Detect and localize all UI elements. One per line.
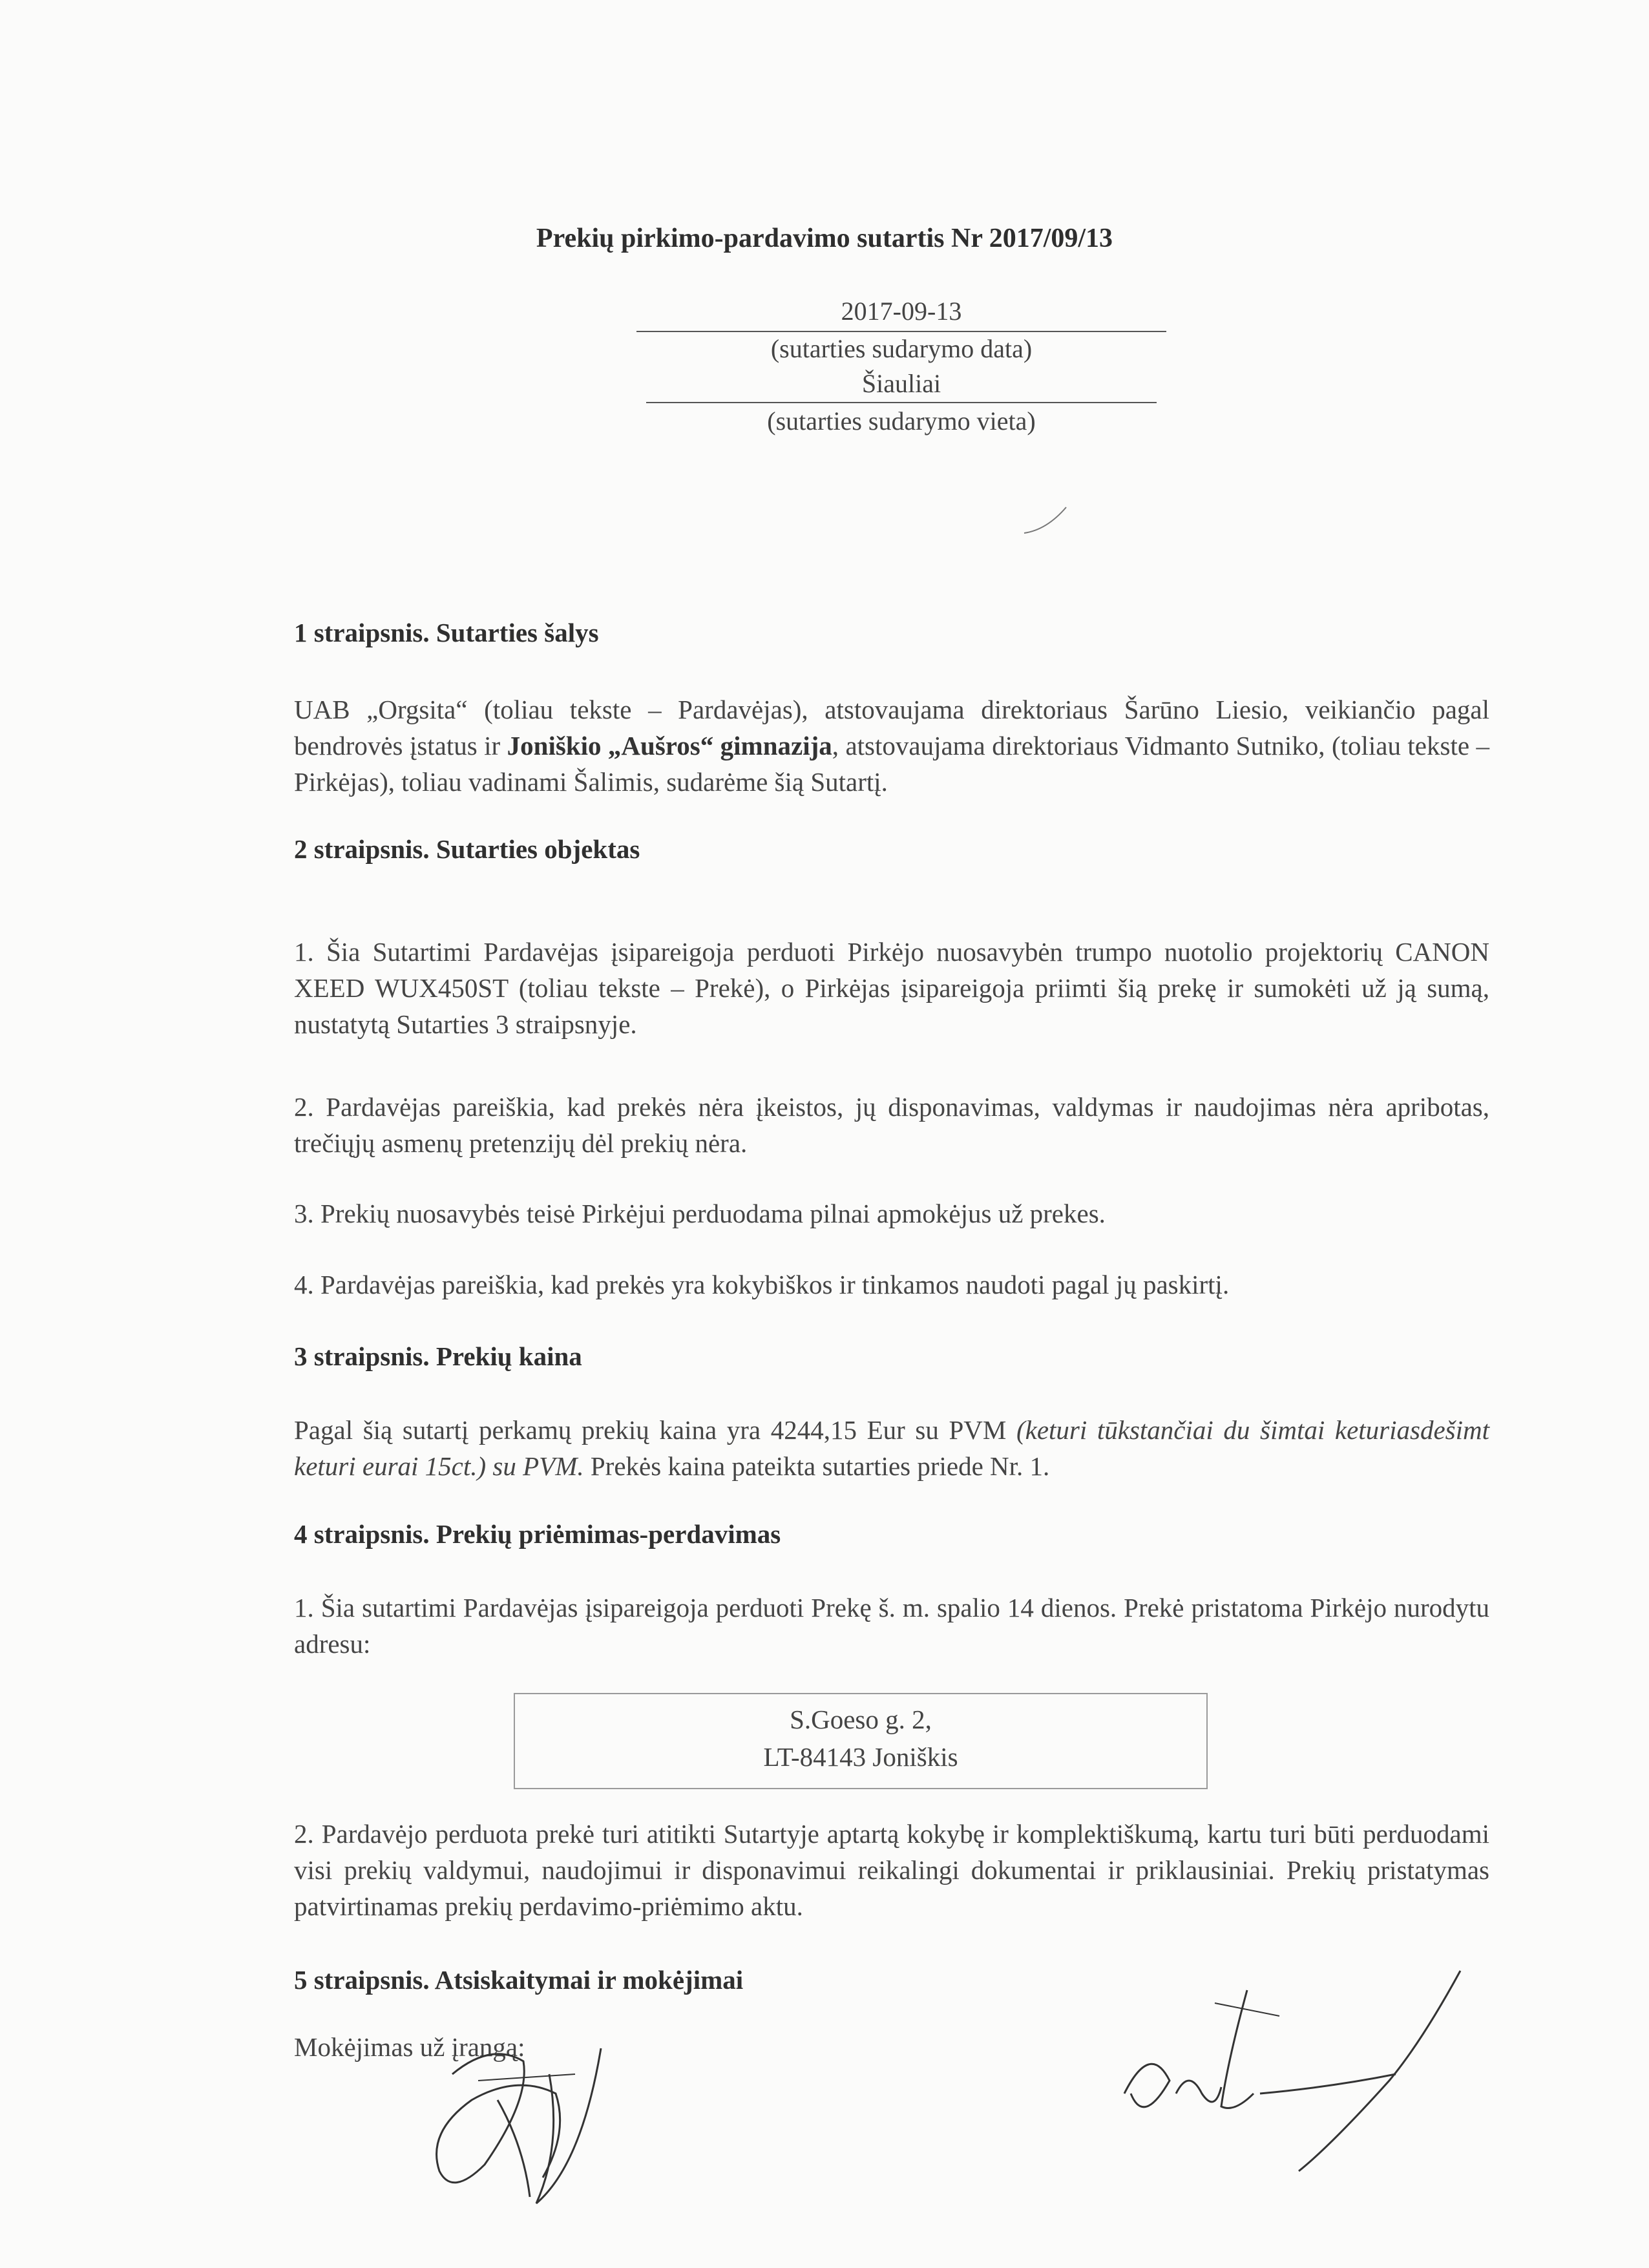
document-title: Prekių pirkimo-pardavimo sutartis Nr 2017/09/13 xyxy=(536,224,1113,253)
address-line-2: LT-84143 Joniškis xyxy=(763,1742,958,1772)
seller-signature xyxy=(1086,1964,1499,2184)
article2-item-3: 3. Prekių nuosavybės teisė Pirkėjui perduodama pilnai apmokėjus už prekes. xyxy=(294,1199,1106,1228)
article4-item-1: 1. Šia sutartimi Pardavėjas įsipareigoja perduoti Prekę š. m. spalio 14 dienos. Prekė pristatoma Pirkėjo nurodytu adresu: xyxy=(294,1593,1489,1659)
article1-text-b: , atstovaujama direktoriaus Vidmanto Sutniko, (toliau tekste – Pirkėjas), toliau vadinami Šalimis, sudarėme šią Sutartį. xyxy=(294,731,1489,797)
date-underline xyxy=(636,331,1166,332)
article2-item-4: 4. Pardavėjas pareiškia, kad prekės yra kokybiškos ir tinkamos naudoti pagal jų paskirtį. xyxy=(294,1270,1230,1299)
article4-item-2: 2. Pardavėjo perduota prekė turi atitikti Sutartyje aptartą kokybę ir komplektiškumą, kartu turi būti perduodami visi prekių valdymui, naudojimui ir disponavimui reikalingi dokumentai ir priklausiniai. Prekių pristatymas patvirtinamas prekių perdavimo-priėmimo aktu. xyxy=(294,1819,1489,1921)
article5-text: Mokėjimas už įrangą: xyxy=(294,2032,525,2062)
contract-date-caption: (sutarties sudarymo data) xyxy=(770,334,1033,363)
article2-item-2: 2. Pardavėjas pareiškia, kad prekės nėra įkeistos, jų disponavimas, valdymas ir naudojimas nėra apribotas, trečiųjų asmenų pretenzijų dėl prekių nėra. xyxy=(294,1092,1489,1158)
article1-text xyxy=(294,691,1489,800)
article4-heading: 4 straipsnis. Prekių priėmimas-perdavimas xyxy=(294,1519,781,1549)
article3-text-a: Pagal šią sutartį perkamų prekių kaina yra 4244,15 Eur su PVM xyxy=(294,1415,1016,1445)
article1-text-a: UAB „Orgsita“ (toliau tekste – Pardavėjas), atstovaujama direktoriaus Šarūno Liesio, veikiančio pagal bendrovės įstatus ir xyxy=(294,695,1489,761)
article1-heading: 1 straipsnis. Sutarties šalys xyxy=(294,618,599,647)
scan-mark xyxy=(1021,504,1073,543)
article2-heading: 2 straipsnis. Sutarties objektas xyxy=(294,834,640,864)
article3-heading: 3 straipsnis. Prekių kaina xyxy=(294,1341,582,1371)
contract-place: Šiauliai xyxy=(861,369,941,398)
article2-item-1: 1. Šia Sutartimi Pardavėjas įsipareigoja perduoti Pirkėjo nuosavybėn trumpo nuotolio projektorių CANON XEED WUX450ST (toliau tekste – Prekė), o Pirkėjas įsipareigoja priimti šią prekę ir sumokėti už ją sumą, nustatytą Sutarties 3 straipsnyje. xyxy=(294,937,1489,1039)
article5-heading: 5 straipsnis. Atsiskaitymai ir mokėjimai xyxy=(294,1965,744,1995)
buyer-signature xyxy=(414,2003,672,2210)
contract-date: 2017-09-13 xyxy=(841,297,962,326)
article3-text-b: Prekės kaina pateikta sutarties priede Nr. 1. xyxy=(583,1451,1050,1481)
contract-place-caption: (sutarties sudarymo vieta) xyxy=(767,406,1036,436)
place-underline xyxy=(646,402,1157,403)
address-line-1: S.Goeso g. 2, xyxy=(790,1705,932,1734)
delivery-address-box xyxy=(514,1693,1208,1789)
article3-text xyxy=(294,1412,1489,1484)
buyer-name: Joniškio „Aušros“ gimnazija xyxy=(507,731,832,761)
price-in-words: (keturi tūkstančiai du šimtai keturiasdešimt keturi eurai 15ct.) su PVM. xyxy=(294,1415,1490,1481)
